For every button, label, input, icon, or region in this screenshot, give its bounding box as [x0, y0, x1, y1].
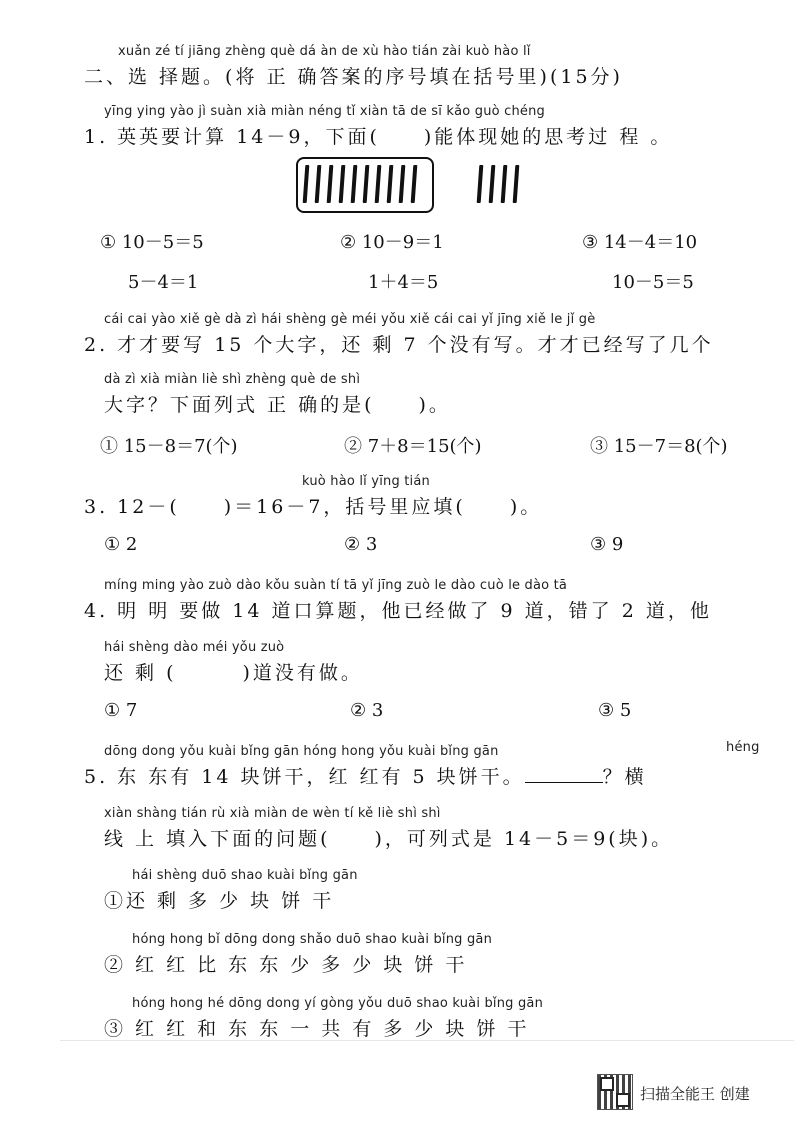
q4-option-1[interactable]: ① 7 — [104, 700, 138, 721]
q5-pinyin-heng: héng — [726, 740, 760, 755]
q5-option-2[interactable]: ② 红 红 比 东 东 少 多 少 块 饼 干 — [104, 954, 468, 976]
q2-option-1[interactable]: ① 15－8＝7(个) — [100, 436, 238, 457]
stick — [399, 165, 406, 203]
q5-option-2-pinyin: hóng hong bǐ dōng dong shǎo duō shao kuài bǐng gān — [132, 932, 493, 947]
q3-text: 3. 12－( )＝16－7，括号里应填( )。 — [84, 496, 543, 518]
q5-text-line1 — [84, 762, 647, 789]
q5-pinyin-line2: xiàn shàng tián rù xià miàn de wèn tí kě liè shì shì — [104, 806, 441, 821]
q5-pinyin-line1: dōng dong yǒu kuài bǐng gān hóng hong yǒu kuài bǐng gān — [104, 744, 499, 759]
q4-option-2[interactable]: ② 3 — [350, 700, 384, 721]
stick — [375, 165, 382, 203]
q1-option-3-line1[interactable]: ③ 14－4＝10 — [582, 232, 698, 253]
q1-option-1-line1[interactable]: ① 10－5＝5 — [100, 232, 204, 253]
stick — [513, 165, 520, 203]
q5-option-1-pinyin: hái shèng duō shao kuài bǐng gān — [132, 868, 358, 883]
stick — [327, 165, 334, 203]
section-title-pinyin: xuǎn zé tí jiāng zhèng què dá àn de xù hào tián zài kuò hào lǐ — [118, 44, 531, 59]
q3-option-1[interactable]: ① 2 — [104, 534, 138, 555]
q2-text-line2: 大字？下面列式 正 确的是( )。 — [104, 394, 451, 416]
q1-option-1-line2: 5－4＝1 — [128, 272, 199, 293]
q5-text-line2: 线 上 填入下面的问题( )，可列式是 14－5＝9(块)。 — [104, 828, 674, 850]
stick — [411, 165, 418, 203]
q3-pinyin: kuò hào lǐ yīng tián — [302, 474, 430, 489]
q4-pinyin-line1: míng ming yào zuò dào kǒu suàn tí tā yǐ jīng zuò le dào cuò le dào tā — [104, 578, 568, 593]
stick — [489, 165, 496, 203]
q1-text: 1. 英英要计算 14－9，下面( )能体现她的思考过 程 。 — [84, 126, 673, 148]
q3-option-2[interactable]: ② 3 — [344, 534, 378, 555]
q1-option-3-line2: 10－5＝5 — [612, 272, 694, 293]
q2-text-line1: 2. 才才要写 15 个大字，还 剩 7 个没有写。才才已经写了几个 — [84, 334, 714, 356]
q4-text-line1: 4. 明 明 要做 14 道口算题，他已经做了 9 道，错了 2 道，他 — [84, 600, 712, 622]
q2-option-3[interactable]: ③ 15－7＝8(个) — [590, 436, 728, 457]
q5-option-3-pinyin: hóng hong hé dōng dong yí gòng yǒu duō shao kuài bǐng gān — [132, 996, 544, 1011]
stick — [387, 165, 394, 203]
q4-text-line2: 还 剩 ( )道没有做。 — [104, 662, 363, 684]
q2-pinyin-line1: cái cai yào xiě gè dà zì hái shèng gè méi yǒu xiě cái cai yǐ jīng xiě le jǐ gè — [104, 312, 596, 327]
stick — [351, 165, 358, 203]
stick — [303, 165, 310, 203]
q1-option-2-line2: 1＋4＝5 — [368, 272, 439, 293]
qr-code-icon — [597, 1074, 633, 1110]
q1-option-2-line1[interactable]: ② 10－9＝1 — [340, 232, 444, 253]
scanner-watermark: 扫描全能王 创建 — [640, 1085, 750, 1103]
q2-option-2[interactable]: ② 7＋8＝15(个) — [344, 436, 482, 457]
section-title: 二、选 择题。(将 正 确答案的序号填在括号里)(15分) — [84, 66, 623, 88]
q5-text-line1-end: ？横 — [602, 766, 647, 788]
stick — [363, 165, 370, 203]
q5-option-1[interactable]: ①还 剩 多 少 块 饼 干 — [104, 890, 335, 912]
stick — [339, 165, 346, 203]
q5-answer-blank[interactable] — [525, 768, 603, 783]
q3-option-3[interactable]: ③ 9 — [590, 534, 624, 555]
q5-option-3[interactable]: ③ 红 红 和 东 东 一 共 有 多 少 块 饼 干 — [104, 1018, 530, 1040]
q4-option-3[interactable]: ③ 5 — [598, 700, 632, 721]
page-divider — [60, 1040, 794, 1041]
four-loose-sticks — [476, 157, 526, 211]
q2-pinyin-line2: dà zì xià miàn liè shì zhèng què de shì — [104, 372, 361, 387]
q1-pinyin: yīng ying yào jì suàn xià miàn néng tǐ xiàn tā de sī kǎo guò chéng — [104, 104, 546, 119]
stick — [501, 165, 508, 203]
bundle-of-ten-sticks — [296, 157, 430, 211]
stick — [315, 165, 322, 203]
q5-text-line1-start: 5. 东 东有 14 块饼干，红 红有 5 块饼干。 — [84, 766, 525, 788]
q4-pinyin-line2: hái shèng dào méi yǒu zuò — [104, 640, 285, 655]
stick — [477, 165, 484, 203]
